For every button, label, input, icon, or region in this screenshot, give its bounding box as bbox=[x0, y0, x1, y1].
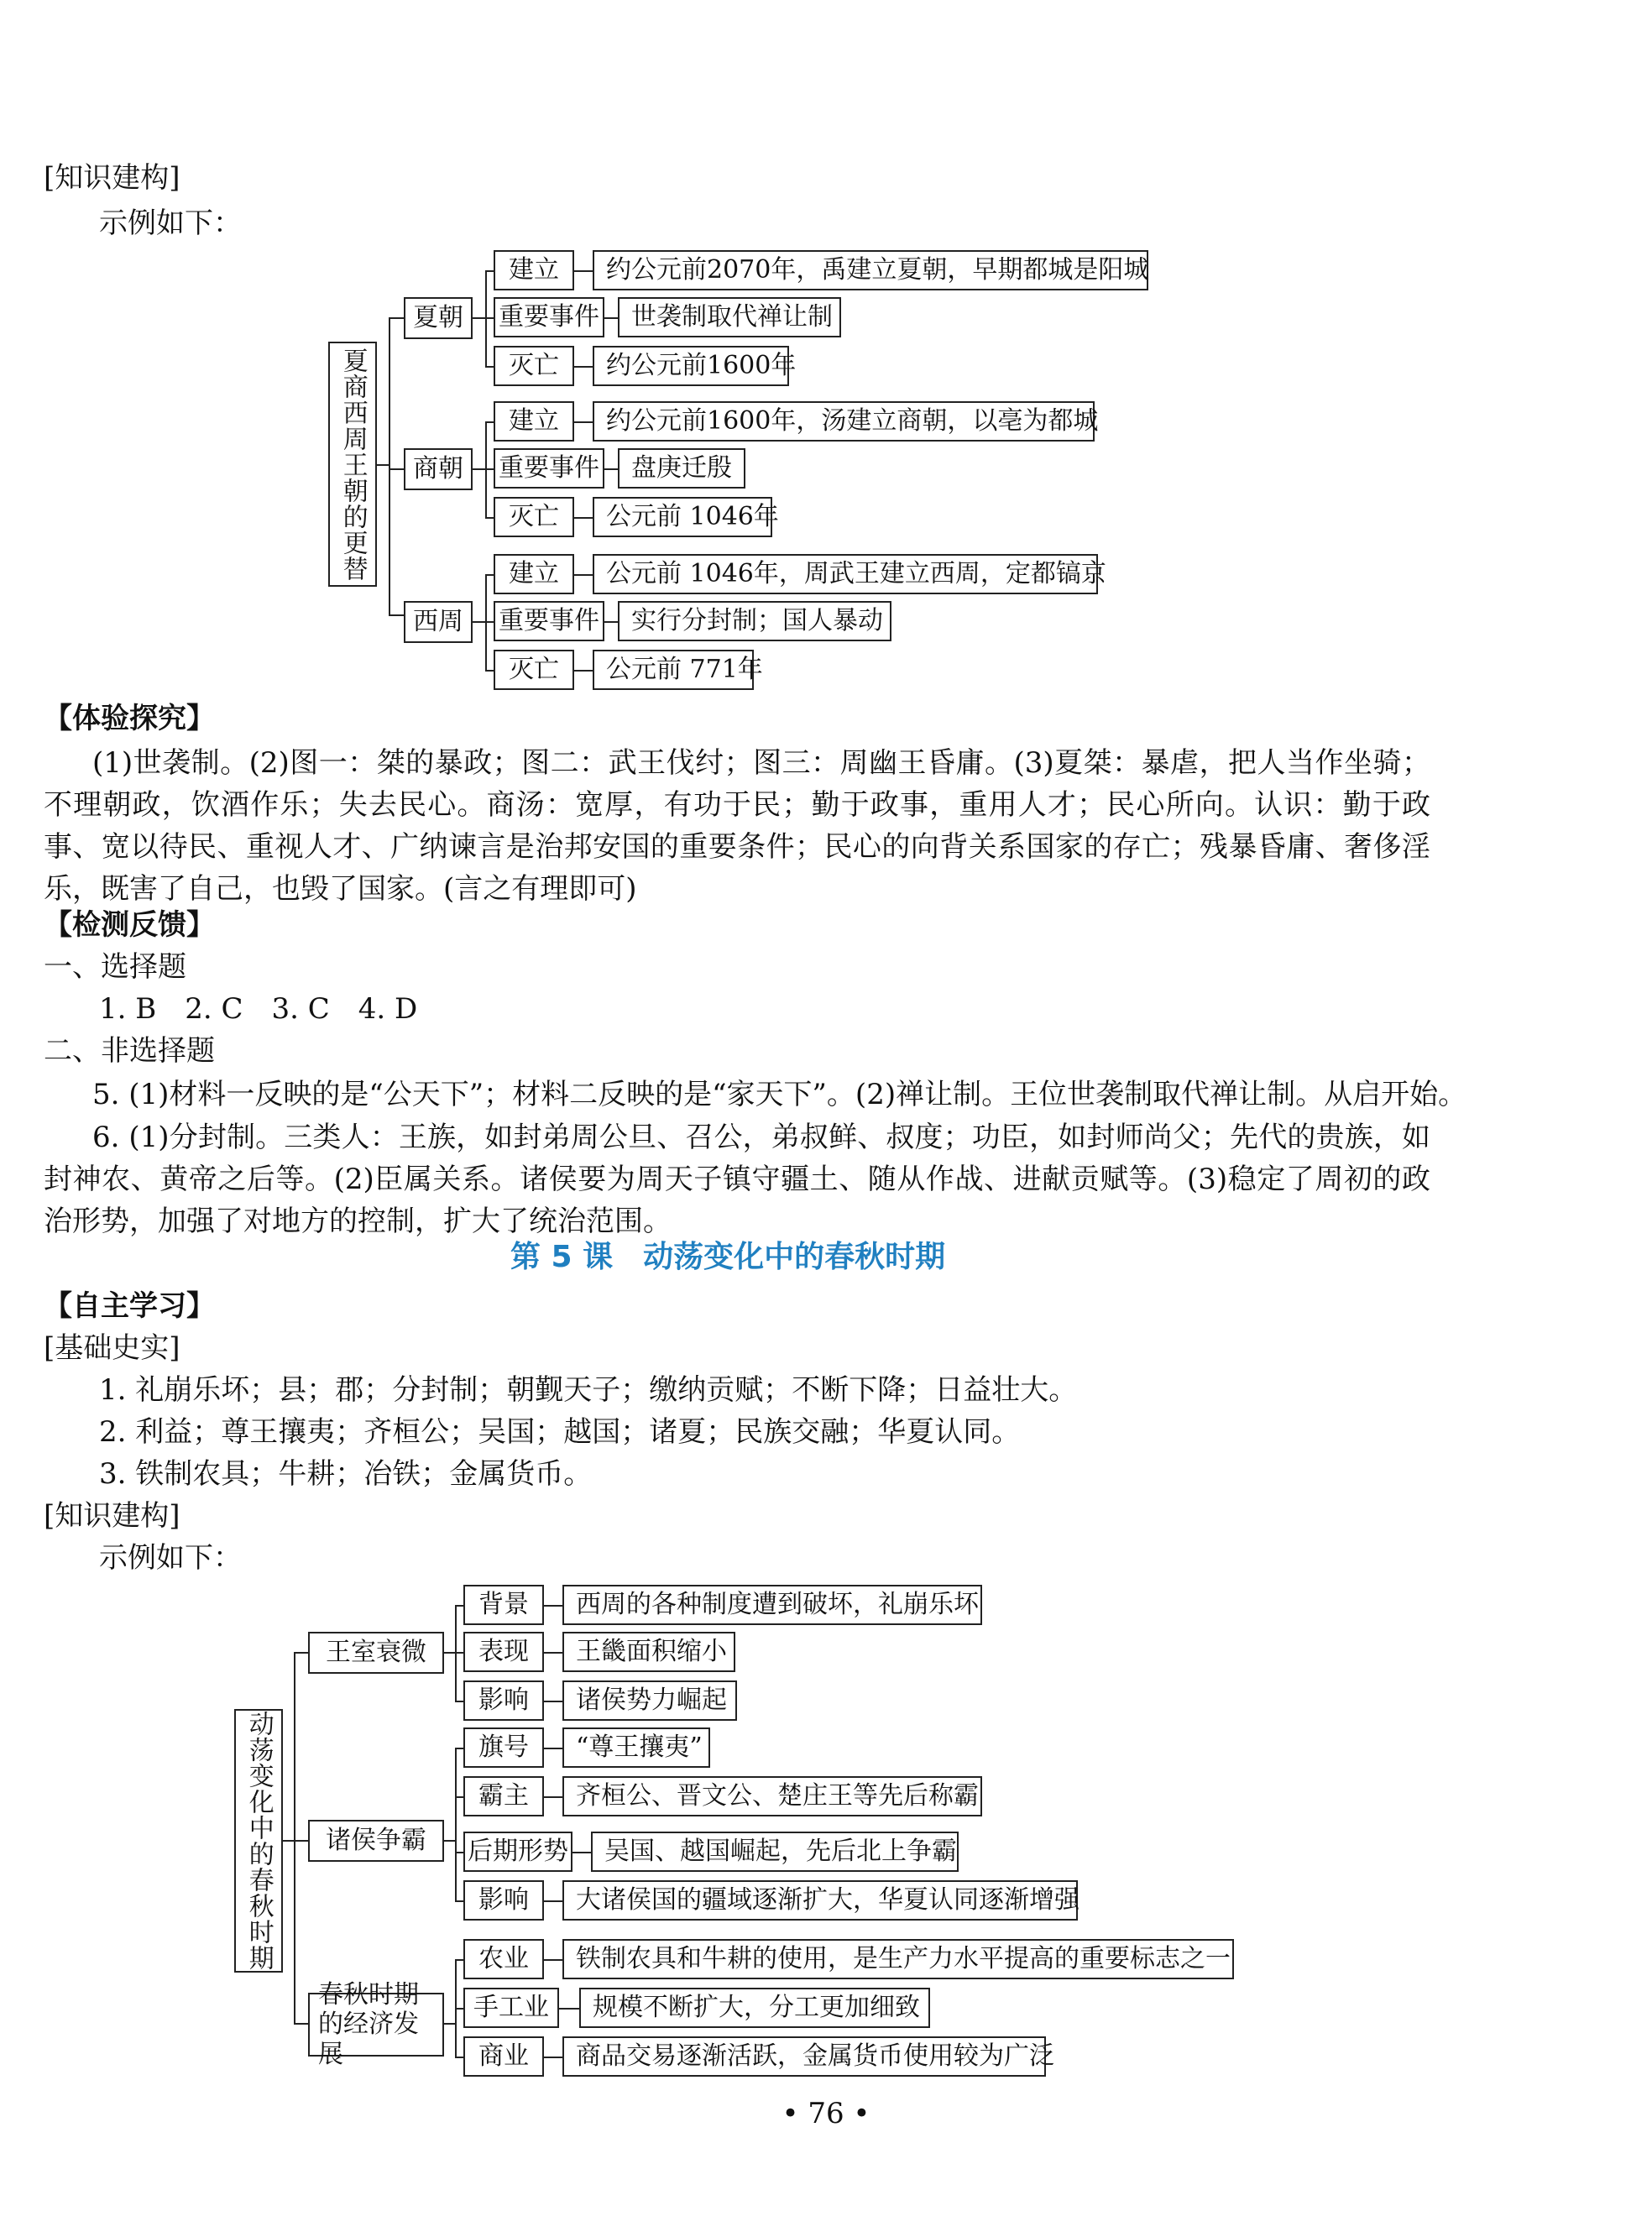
connector bbox=[574, 421, 594, 423]
value-box: 齐桓公、晋文公、楚庄王等先后称霸 bbox=[562, 1776, 982, 1816]
label-box: 霸主 bbox=[463, 1776, 544, 1816]
label-box: 农业 bbox=[463, 1939, 544, 1979]
knowledge-construction-label: [知识建构] bbox=[44, 161, 180, 195]
basic-facts-label: [基础史实] bbox=[44, 1331, 180, 1365]
label-box: 后期形势 bbox=[463, 1832, 572, 1872]
connector bbox=[389, 317, 390, 614]
value-box: 规模不断扩大，分工更加细致 bbox=[579, 1988, 930, 2028]
connector bbox=[574, 270, 594, 272]
group-box-zhuhou: 诸侯争霸 bbox=[308, 1820, 444, 1862]
answer-q5: 5. (1)材料一反映的是“公天下”；材料二反映的是“家天下”。(2)禅让制。王位世袭制取代禅让制。从启开始。 bbox=[92, 1078, 1467, 1111]
label-box: 灭亡 bbox=[494, 346, 574, 386]
label-box: 建立 bbox=[494, 554, 574, 594]
value-box: 铁制农具和牛耕的使用，是生产力水平提高的重要标志之一 bbox=[562, 1939, 1234, 1979]
label-box: 背景 bbox=[463, 1585, 544, 1625]
connector bbox=[473, 317, 486, 319]
connector bbox=[574, 670, 594, 672]
connector bbox=[473, 468, 486, 470]
value-box: 约公元前2070年，禹建立夏朝，早期都城是阳城 bbox=[593, 250, 1148, 290]
connector bbox=[574, 517, 594, 519]
connector bbox=[444, 2023, 456, 2025]
connector bbox=[544, 1796, 564, 1798]
connector bbox=[389, 317, 404, 319]
example-label: 示例如下： bbox=[99, 206, 242, 240]
dynasty-box-xizhou: 西周 bbox=[404, 601, 473, 643]
value-box: 盘庚迁殷 bbox=[618, 448, 745, 489]
value-box: 实行分封制；国人暴动 bbox=[618, 601, 891, 641]
connector bbox=[455, 1748, 457, 1900]
knowledge-construction-label-2: [知识建构] bbox=[44, 1499, 180, 1533]
choice-answers: 1. B 2. C 3. C 4. D bbox=[99, 992, 418, 1026]
connector bbox=[544, 1748, 564, 1749]
label-box: 重要事件 bbox=[494, 297, 604, 337]
value-box: 世袭制取代禅让制 bbox=[618, 297, 841, 337]
connector bbox=[294, 1652, 295, 2023]
connector bbox=[473, 621, 486, 623]
label-box: 建立 bbox=[494, 250, 574, 290]
connector bbox=[544, 1900, 564, 1902]
value-box: 吴国、越国崛起，先后北上争霸 bbox=[591, 1832, 959, 1872]
connector bbox=[574, 366, 594, 368]
label-box: 灭亡 bbox=[494, 497, 574, 537]
connector bbox=[574, 574, 594, 576]
connector bbox=[377, 464, 389, 466]
label-box: 重要事件 bbox=[494, 601, 604, 641]
label-box: 重要事件 bbox=[494, 448, 604, 489]
value-box: 诸侯势力崛起 bbox=[562, 1680, 737, 1721]
label-box: 商业 bbox=[463, 2036, 544, 2077]
value-box: 公元前 1046年，周武王建立西周，定都镐京 bbox=[593, 554, 1098, 594]
connector bbox=[544, 1652, 564, 1654]
diagram1-root: 夏商西周王朝的更替 bbox=[328, 342, 377, 587]
section-choice: 一、选择题 bbox=[44, 950, 186, 984]
connector bbox=[544, 1605, 564, 1607]
connector bbox=[572, 1852, 593, 1853]
label-box: 影响 bbox=[463, 1880, 544, 1921]
zizhu-heading: 【自主学习】 bbox=[44, 1289, 215, 1323]
connector bbox=[544, 1959, 564, 1961]
label-box: 灭亡 bbox=[494, 650, 574, 690]
connector bbox=[389, 614, 404, 616]
value-box: 约公元前1600年 bbox=[593, 346, 789, 386]
basic-fact-2: 2. 利益；尊王攘夷；齐桓公；吴国；越国；诸夏；民族交融；华夏认同。 bbox=[99, 1415, 1021, 1449]
value-box: 大诸侯国的疆域逐渐扩大，华夏认同逐渐增强 bbox=[562, 1880, 1078, 1921]
answer-q6: 6. (1)分封制。三类人：王族，如封弟周公旦、召公，弟叔鲜、叔度；功臣，如封师尚父；先代的贵族，如封神农、黄帝之后等。(2)臣属关系。诸侯要为周天子镇守疆土、随从作战、进献贡赋等。(3)稳定了周初的政治形势，加强了对地方的控制，扩大了统治范围。 bbox=[44, 1121, 1430, 1238]
dynasty-box-shang: 商朝 bbox=[404, 448, 473, 490]
value-box: 西周的各种制度遭到破坏，礼崩乐坏 bbox=[562, 1585, 982, 1625]
tiyan-heading: 【体验探究】 bbox=[44, 702, 215, 735]
jiance-heading: 【检测反馈】 bbox=[44, 908, 215, 942]
label-box: 影响 bbox=[463, 1680, 544, 1721]
value-box: 公元前 1046年 bbox=[593, 497, 772, 537]
basic-fact-3: 3. 铁制农具；牛耕；冶铁；金属货币。 bbox=[99, 1457, 593, 1491]
value-box: 商品交易逐渐活跃，金属货币使用较为广泛 bbox=[562, 2036, 1046, 2077]
example-label-2: 示例如下： bbox=[99, 1541, 242, 1575]
tiyan-paragraph: (1)世袭制。(2)图一：桀的暴政；图二：武王伐纣；图三：周幽王昏庸。(3)夏桀：暴虐，把人当作坐骑；不理朝政，饮酒作乐；失去民心。商汤：宽厚，有功于民；勤于政事，重用人才；民心所向。认识：勤于政事、宽以待民、重视人才、广纳谏言是治邦安国的重要条件；民心的向背关系国家的存亡；残暴昏庸、奢侈淫乐，既害了自己，也毁了国家。(言之有理即可) bbox=[44, 746, 1430, 906]
connector bbox=[444, 1840, 456, 1842]
group-box-jingji: 春秋时期的经济发展 bbox=[308, 1993, 444, 2057]
label-box: 建立 bbox=[494, 401, 574, 442]
diagram2-root: 动荡变化中的春秋时期 bbox=[234, 1709, 283, 1973]
connector bbox=[544, 1701, 564, 1702]
basic-fact-1: 1. 礼崩乐坏；县；郡；分封制；朝觐天子；缴纳贡赋；不断下降；日益壮大。 bbox=[99, 1373, 1078, 1407]
value-box: 王畿面积缩小 bbox=[562, 1632, 735, 1672]
page-number: • 76 • bbox=[782, 2097, 870, 2130]
group-box-wangshi: 王室衰微 bbox=[308, 1632, 444, 1674]
connector bbox=[559, 2008, 581, 2010]
label-box: 旗号 bbox=[463, 1727, 544, 1768]
section-nonchoice: 二、非选择题 bbox=[44, 1034, 215, 1068]
label-box: 表现 bbox=[463, 1632, 544, 1672]
connector bbox=[389, 468, 404, 470]
dynasty-box-xia: 夏朝 bbox=[404, 297, 473, 339]
lesson-title: 第 5 课 动荡变化中的春秋时期 bbox=[510, 1240, 946, 1274]
value-box: 约公元前1600年，汤建立商朝，以亳为都城 bbox=[593, 401, 1095, 442]
label-box: 手工业 bbox=[463, 1988, 559, 2028]
connector bbox=[283, 1840, 295, 1842]
value-box: 公元前 771年 bbox=[593, 650, 754, 690]
connector bbox=[544, 2057, 564, 2058]
value-box: “尊王攘夷” bbox=[562, 1727, 710, 1768]
connector bbox=[444, 1652, 456, 1654]
